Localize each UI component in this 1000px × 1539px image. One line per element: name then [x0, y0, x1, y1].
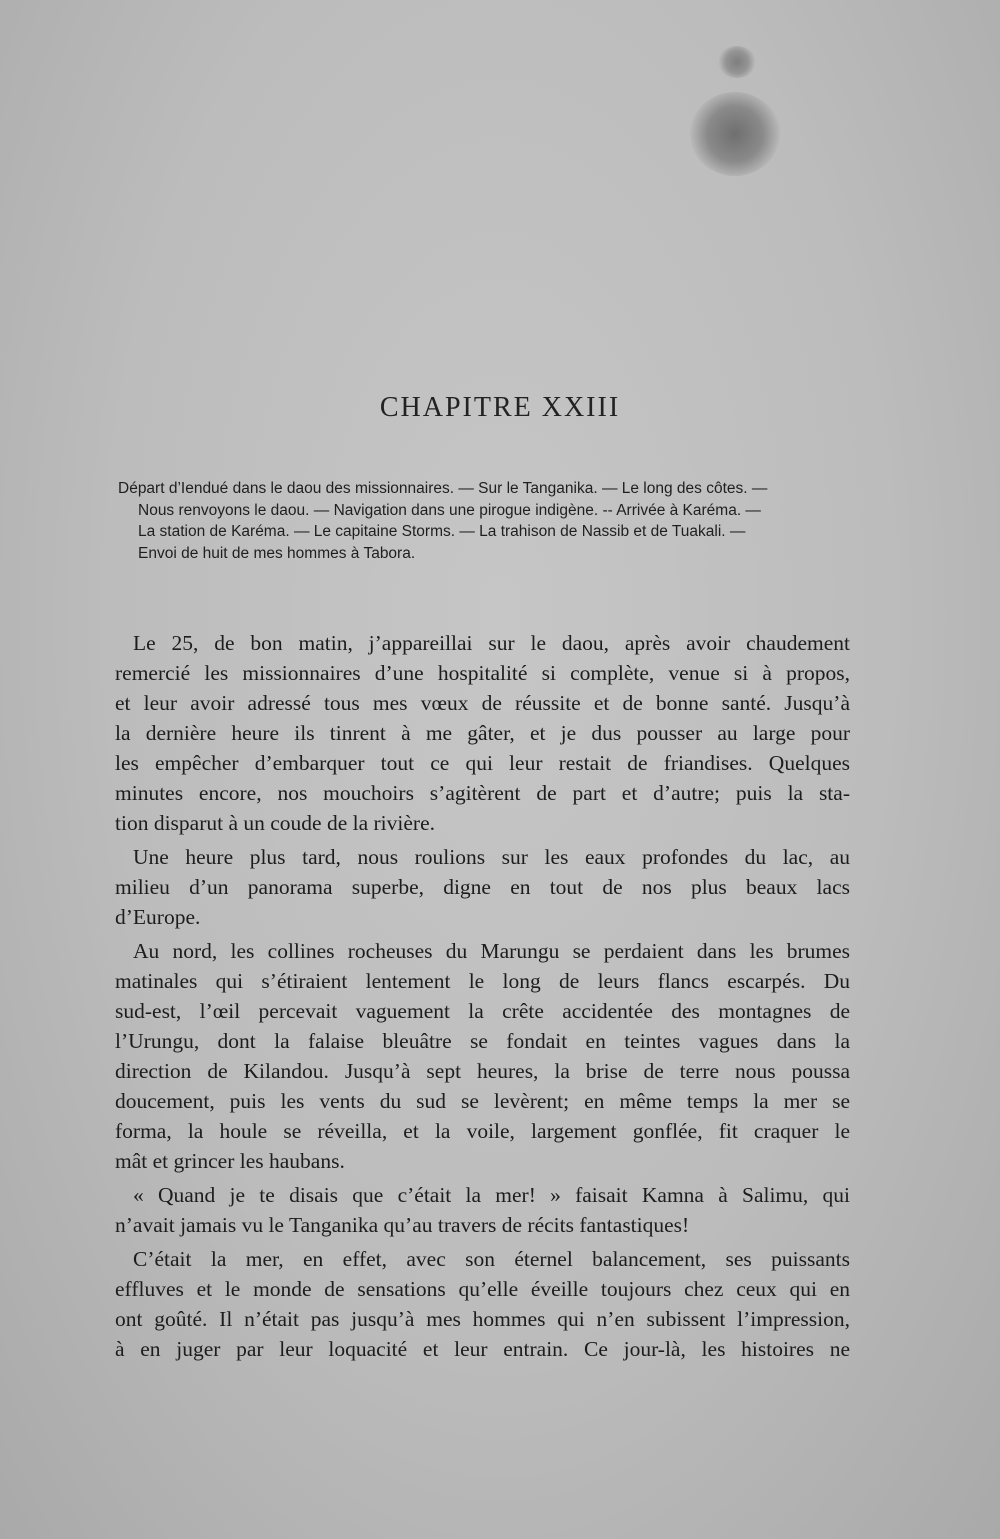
summary-line: Nous renvoyons le daou. — Navigation dans une pirogue indigène. -- Arrivée à Karéma. — — [138, 501, 761, 519]
summary-line: La station de Karéma. — Le capitaine Storms. — La trahison de Nassib et de Tuakali. — — [138, 523, 746, 540]
text-line: les empêcher d’embarquer tout ce qui leur restait de friandises. Quelques — [115, 751, 850, 775]
paragraph — [115, 842, 850, 932]
paragraph — [115, 1244, 850, 1364]
summary-line: Départ d’Iendué dans le daou des missionnaires. — Sur le Tanganika. — Le long des côtes. — — [118, 480, 768, 497]
paragraph — [115, 1180, 850, 1240]
text-line: et leur avoir adressé tous mes vœux de réussite et de bonne santé. Jusqu’à — [115, 691, 850, 715]
paragraph — [115, 936, 850, 1176]
chapter-summary — [118, 478, 858, 564]
text-line: Une heure plus tard, nous roulions sur les eaux profondes du lac, au — [133, 845, 850, 869]
ink-stain-small — [718, 46, 756, 78]
text-line: n’avait jamais vu le Tanganika qu’au travers de récits fantastiques! — [115, 1213, 690, 1237]
text-line: à en juger par leur loquacité et leur entrain. Ce jour-là, les histoires ne — [115, 1337, 850, 1361]
text-line: mât et grincer les haubans. — [115, 1149, 345, 1173]
text-line: C’était la mer, en effet, avec son éternel balancement, ses puissants — [133, 1247, 850, 1271]
text-line: d’Europe. — [115, 905, 201, 929]
text-line: la dernière heure ils tinrent à me gâter, et je dus pousser au large pour — [115, 721, 850, 745]
paragraph — [115, 628, 850, 838]
text-line: tion disparut à un coude de la rivière. — [115, 811, 436, 835]
text-line: minutes encore, nos mouchoirs s’agitèrent de part et d’autre; puis la sta- — [115, 781, 850, 805]
text-line: remercié les missionnaires d’une hospitalité si complète, venue si à propos, — [115, 661, 850, 685]
text-line: matinales qui s’étiraient lentement le long de leurs flancs escarpés. Du — [115, 969, 850, 993]
text-line: doucement, puis les vents du sud se levèrent; en même temps la mer se — [115, 1089, 850, 1113]
ink-stain — [690, 92, 780, 176]
text-line: Le 25, de bon matin, j’appareillai sur le daou, après avoir chaudement — [133, 631, 850, 655]
summary-line: Envoi de huit de mes hommes à Tabora. — [138, 544, 416, 562]
text-line: « Quand je te disais que c’était la mer! » faisait Kamna à Salimu, qui — [133, 1183, 850, 1207]
text-line: effluves et le monde de sensations qu’elle éveille toujours chez ceux qui en — [115, 1277, 850, 1301]
text-line: milieu d’un panorama superbe, digne en tout de nos plus beaux lacs — [115, 875, 850, 899]
text-line: Au nord, les collines rocheuses du Marungu se perdaient dans les brumes — [133, 939, 850, 963]
text-line: direction de Kilandou. Jusqu’à sept heures, la brise de terre nous poussa — [115, 1059, 850, 1083]
text-line: sud-est, l’œil percevait vaguement la crête accidentée des montagnes de — [115, 999, 850, 1023]
body-text — [115, 628, 850, 1364]
text-line: forma, la houle se réveilla, et la voile, largement gonflée, fit craquer le — [115, 1119, 850, 1143]
chapter-title: CHAPITRE XXIII — [379, 392, 621, 423]
text-line: l’Urungu, dont la falaise bleuâtre se fondait en teintes vagues dans la — [115, 1029, 850, 1053]
text-line: ont goûté. Il n’était pas jusqu’à mes hommes qui n’en subissent l’impression, — [115, 1307, 850, 1331]
